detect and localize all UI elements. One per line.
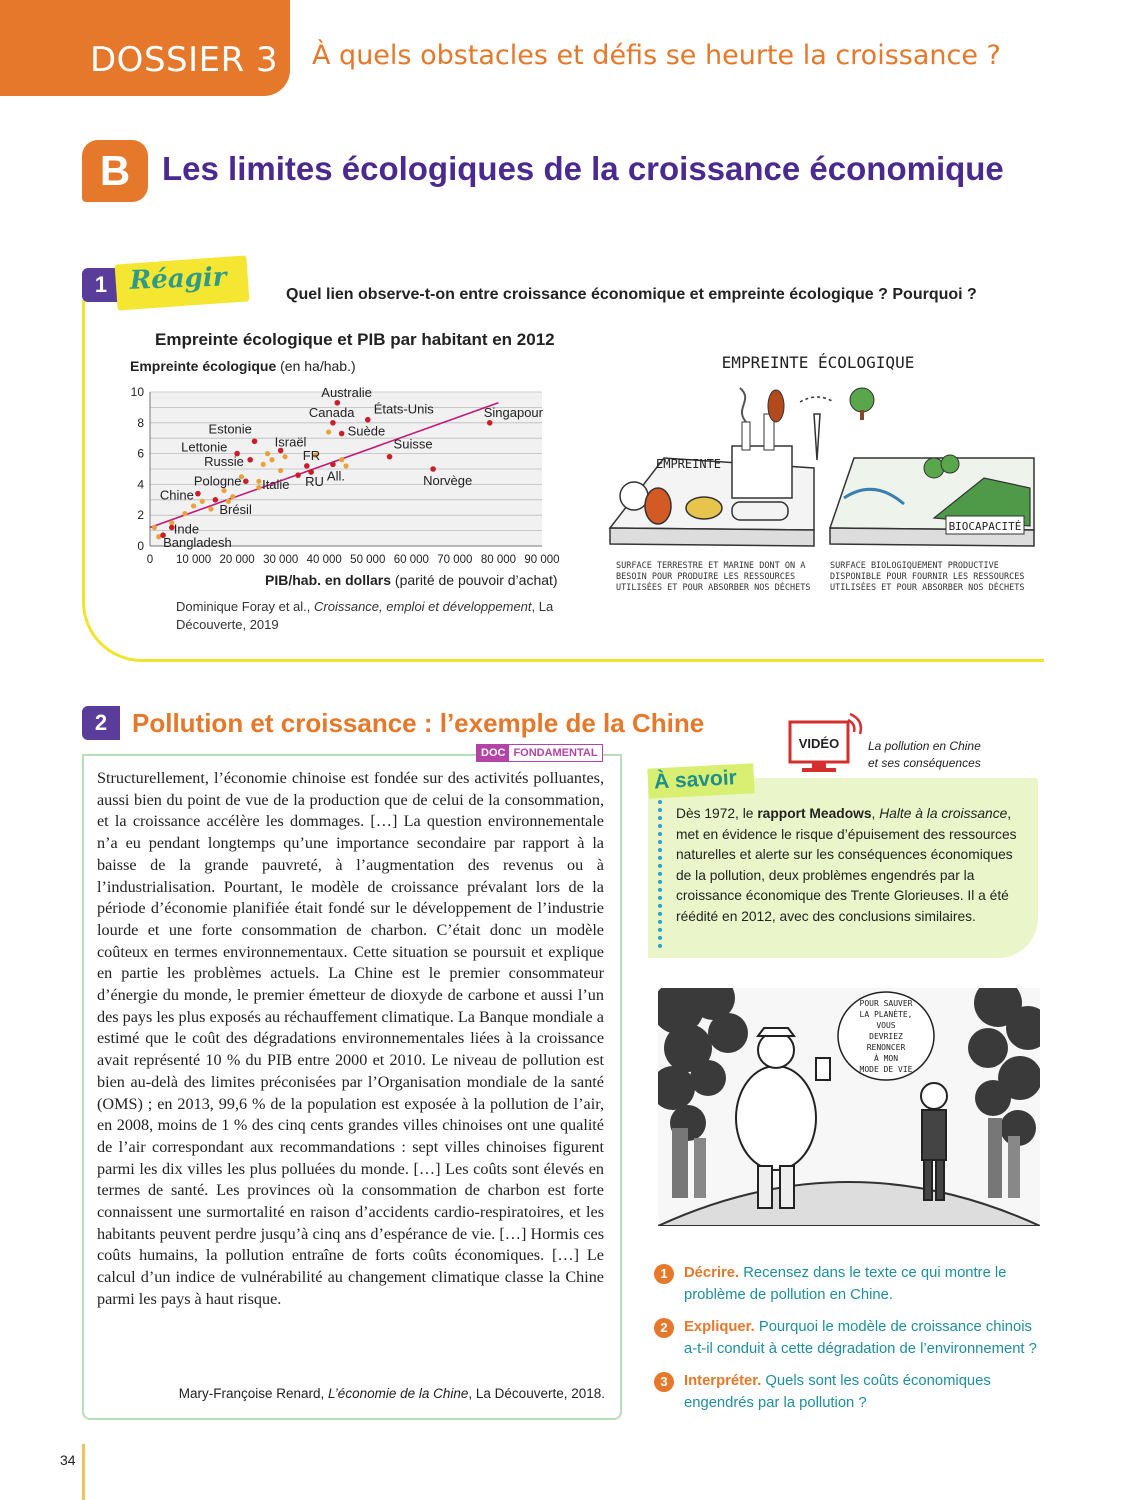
point-label: Pologne (193, 473, 242, 489)
balance-icon (800, 397, 834, 402)
doc1-number: 1 (82, 268, 120, 302)
bubble-line-6: À MON (873, 1054, 899, 1063)
data-point-labeled (252, 438, 258, 444)
point-label: Russie (204, 453, 244, 469)
x-tick-label: 20 000 (219, 554, 255, 566)
video-caption (868, 738, 981, 772)
data-point-labeled (430, 466, 436, 472)
dossier-label: DOSSIER 3 (90, 40, 279, 80)
page-bar (82, 1444, 85, 1500)
a-savoir-tag (647, 763, 754, 799)
x-tick-label: 40 000 (306, 554, 342, 566)
point-label: Estonie (208, 421, 252, 437)
savoir-t1: Dès 1972, le (676, 806, 758, 821)
right-caption-3: UTILISÉES ET POUR ABSORBER NOS DÉCHETS (830, 583, 1025, 593)
x-tick-label: 90 000 (524, 554, 560, 566)
bubble-line-2: LA PLANÈTE, (859, 1010, 913, 1019)
bubble-line-5: RENONCER (866, 1043, 906, 1052)
question-text: Recensez dans le texte ce qui montre le problème de pollution en Chine. (684, 1265, 1007, 1303)
chart-xlabel (265, 572, 558, 588)
right-caption-2: DISPONIBLE POUR FOURNIR LES RESSOURCES (830, 572, 1025, 582)
question-number: 3 (654, 1372, 674, 1392)
left-caption-2: BESOIN POUR PRODUIRE LES RESSOURCES (616, 572, 796, 582)
a-savoir-dots (658, 800, 664, 948)
source-publisher: , La Découverte, 2019 (176, 599, 554, 632)
x-tick-label: 60 000 (393, 554, 429, 566)
data-point-labeled (213, 497, 219, 503)
data-point-labeled (487, 420, 493, 426)
question-verb: Expliquer. (684, 1319, 755, 1335)
reagir-label: Réagir (129, 262, 227, 296)
fish-icon (686, 497, 722, 519)
doc2-title: Pollution et croissance : l’exemple de la Chine (132, 708, 705, 738)
data-point (256, 485, 261, 490)
x-tick-label: 10 000 (175, 554, 212, 566)
data-point-labeled (330, 420, 336, 426)
data-point (221, 488, 226, 493)
point-label: FR (302, 447, 321, 463)
bubble-line-1: POUR SAUVER (859, 999, 913, 1008)
savoir-t4: Halte à la croissance (879, 806, 1008, 821)
doc2-source-title: L’économie de la Chine (328, 1386, 469, 1401)
source-title: Croissance, emploi et développement (314, 599, 532, 614)
x-tick-label: 0 (146, 554, 154, 566)
page-number: 34 (60, 1452, 76, 1468)
point-label: Chine (159, 487, 194, 503)
dossier-tab (0, 0, 290, 96)
question-number: 2 (654, 1318, 674, 1338)
data-point-labeled (243, 479, 249, 485)
pencil-icon (814, 414, 820, 460)
chart-xlabel-rest: (parité de pouvoir d’achat) (391, 572, 558, 588)
doc1-question: Quel lien observe-t-on entre croissance économique et empreinte écologique ? Pourquoi ? (286, 286, 977, 303)
right-caption-1: SURFACE BIOLOGIQUEMENT PRODUCTIVE (830, 561, 999, 571)
point-label: All. (326, 468, 345, 484)
savoir-t3: , (871, 806, 880, 821)
data-point (326, 429, 331, 434)
data-point-labeled (195, 491, 201, 497)
biocapacite-label: BIOCAPACITÉ (948, 520, 1022, 533)
point-label: Brésil (219, 501, 252, 517)
point-label: Suède (347, 423, 386, 439)
questions-list (654, 1262, 1038, 1424)
illustration-title: EMPREINTE ÉCOLOGIQUE (721, 353, 915, 372)
a-savoir-text (676, 804, 1028, 927)
doc2-source-author: Mary-Françoise Renard, (178, 1386, 329, 1401)
chart-ylabel-rest: (en ha/hab.) (276, 358, 356, 374)
data-point (278, 468, 283, 473)
chart-xlabel-bold: PIB/hab. en dollars (265, 572, 392, 588)
scatter-chart (120, 378, 570, 573)
y-tick-label: 4 (137, 477, 144, 492)
data-point (256, 479, 261, 484)
doc-fondamental-tag (476, 744, 603, 762)
point-label: Suisse (393, 436, 433, 452)
empreinte-label: EMPREINTE (656, 457, 722, 471)
bubble-line-3: VOUS (876, 1021, 896, 1030)
y-tick-label: 6 (137, 446, 144, 461)
tree-icon (850, 388, 874, 412)
left-caption-3: UTILISÉES ET POUR ABSORBER NOS DÉCHETS (616, 583, 811, 593)
x-tick-label: 50 000 (350, 554, 386, 566)
header-question: À quels obstacles et défis se heurte la croissance ? (312, 40, 1001, 71)
point-label: Canada (308, 404, 355, 420)
pepper-icon (645, 488, 671, 524)
data-point (261, 462, 266, 467)
point-label: Inde (173, 521, 200, 537)
y-tick-label: 8 (137, 415, 144, 430)
point-label: RU (305, 474, 324, 490)
question-verb: Interpréter. (684, 1373, 762, 1389)
video-caption-line2: et ses conséquences (868, 756, 981, 770)
video-label: VIDÉO (798, 736, 840, 751)
video-icon[interactable] (786, 710, 866, 778)
data-point-labeled (247, 457, 253, 463)
data-point-labeled (339, 431, 345, 437)
y-tick-label: 10 (130, 385, 144, 399)
bubble-line-7: MODE DE VIE (859, 1065, 913, 1074)
data-point (152, 525, 157, 530)
question-item (654, 1316, 1038, 1360)
question-item (654, 1370, 1038, 1414)
data-point-labeled (387, 454, 393, 460)
point-label: Australie (321, 384, 372, 400)
doc2-source (90, 1386, 605, 1401)
point-label: Bangladesh (163, 535, 232, 551)
data-point-labeled (304, 463, 310, 469)
question-text: Pourquoi le modèle de croissance chinois a-t-il conduit à cette dégradation de l’environnement ? (684, 1319, 1037, 1357)
reagir-tag (115, 255, 250, 310)
y-tick-label: 2 (137, 508, 144, 523)
data-point-labeled (365, 417, 371, 423)
data-point-labeled (330, 462, 336, 468)
data-point (230, 494, 235, 499)
point-label: Italie (262, 477, 290, 493)
chart-ylabel-bold: Empreinte écologique (130, 358, 277, 374)
data-point (182, 511, 187, 516)
apple-icon (620, 482, 648, 510)
footprint-icon (768, 390, 784, 422)
logs-icon (732, 502, 788, 520)
doc2-body-text: Structurellement, l’économie chinoise est fondée sur des activités polluantes, aussi bien du point de vue de la production que de celui de la consommation, et la croissance accélère les dommages. […] La question environnementale n’a eu pendant longtemps qu’une importance secondaire par rapport à la baisse de la grande pauvreté, à l’augmentation des revenus ou à l’industrialisation. Pourtant, le modèle de croissance prévalant lors de la période d’économie planifiée était fondé sur le développement de l’industrie lourde et une forte consommation de charbon. C’était donc un modèle coûteux en termes environnementaux. Cette situation se poursuit et explique en partie les problèmes actuels. La Chine est le premier consommateur d’énergie du monde, le premier émetteur de dioxyde de carbone et aussi l’un des pays les plus exposés au réchauffement climatique. La Banque mondiale a estimé que le coût des dégradations environnementales liées à la croissance avait représenté 10 % du PIB entre 2000 et 2010. Le niveau de pollution est bien au-delà des limites préconisées par l’Organisation mondiale de la santé (OMS) ; en 2013, 99,6 % de la population est exposée à la pollution de l’air, en 2008, moins de 1 % des cinq cents grandes villes chinoises ont une qualité de l’air correspondant aux recommandations : sept villes chinoises figurent parmi les dix villes les plus polluées du monde. […] Les coûts sont élevés en termes de santé. Les provinces où la consommation de charbon est forte connaissent une surmortalité en raison d’accidents cardio-respiratoires, et les habitants peuvent perdre jusqu’à cinq ans d’espérance de vie. […] Hormis ces coûts humains, la pollution entraîne de forts coûts économiques. […] Le calcul d’un indice de vulnérabilité au changement climatique classe la Chine parmi les pays à haut risque. (97, 769, 604, 1308)
data-point (265, 451, 270, 456)
point-label: États-Unis (373, 401, 434, 417)
video-caption-line1: La pollution en Chine (868, 739, 981, 753)
x-tick-label: 80 000 (480, 554, 517, 566)
chart-ylabel (130, 358, 356, 374)
data-point (208, 506, 213, 511)
y-tick-label: 0 (137, 539, 144, 553)
chart-source (176, 598, 568, 634)
pollution-cartoon (658, 988, 1040, 1226)
savoir-t2: rapport Meadows (757, 806, 872, 821)
section-letter-badge: B (82, 140, 148, 202)
point-label: Norvège (423, 473, 473, 488)
question-item (654, 1262, 1038, 1306)
data-point (339, 457, 344, 462)
a-savoir-label: À savoir (653, 766, 738, 794)
doc2-source-publisher: , La Découverte, 2018. (468, 1386, 605, 1401)
ecological-footprint-illustration (604, 318, 1040, 608)
data-point (269, 457, 274, 462)
question-number: 1 (654, 1264, 674, 1284)
point-label: Lettonie (181, 439, 228, 455)
chart-title: Empreinte écologique et PIB par habitant en 2012 (155, 330, 555, 349)
source-authors: Dominique Foray et al., (176, 599, 315, 614)
bubble-line-4: DEVRIEZ (869, 1032, 903, 1041)
doc-tag-label: DOC (477, 745, 509, 761)
left-caption-1: SURFACE TERRESTRE ET MARINE DONT ON A (616, 561, 806, 571)
data-point (282, 454, 287, 459)
point-label: Israël (274, 434, 307, 450)
doc2-number: 2 (82, 706, 120, 740)
doc-tag-kind: FONDAMENTAL (509, 745, 601, 761)
data-point (200, 499, 205, 504)
x-tick-label: 30 000 (263, 554, 299, 566)
x-tick-label: 70 000 (437, 554, 473, 566)
data-point (191, 503, 196, 508)
question-verb: Décrire. (684, 1265, 740, 1281)
section-title: Les limites écologiques de la croissance économique (162, 150, 1004, 187)
question-text: Quels sont les coûts économiques engendrés par la pollution ? (684, 1373, 991, 1411)
factory-icon (732, 446, 792, 498)
point-label: Singapour (483, 404, 544, 420)
data-point-labeled (295, 472, 301, 478)
savoir-t5: , met en évidence le risque d’épuisement des ressources naturelles et alerte sur les conséquences économiques de la pollution, deux problèmes engendrés par la croissance économique des Trente Glorieuses. Il a été réédité en 2012, avec des conclusions similaires. (676, 806, 1017, 924)
